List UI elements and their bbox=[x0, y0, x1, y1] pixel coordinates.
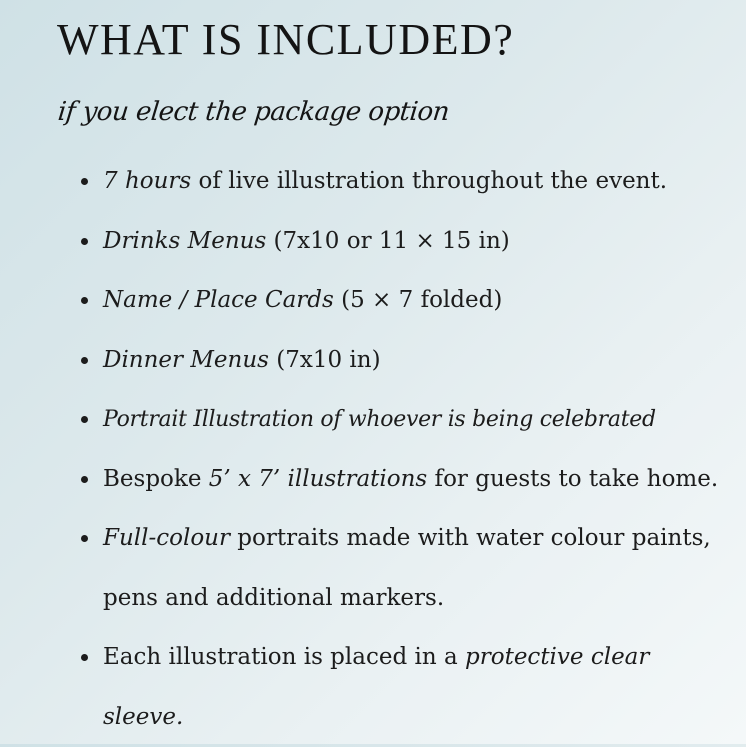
item-emphasis: Name / Place Cards bbox=[103, 287, 334, 313]
item-emphasis: 5’ x 7’ illustrations bbox=[208, 465, 428, 492]
list-item bbox=[103, 450, 723, 510]
bullet-icon bbox=[81, 238, 88, 245]
bullet-icon bbox=[81, 476, 88, 483]
item-text: of live illustration throughout the event. bbox=[191, 168, 668, 194]
bullet-icon bbox=[81, 178, 88, 185]
subtitle: if you elect the package option bbox=[56, 97, 451, 127]
item-emphasis: 7 hours bbox=[103, 168, 192, 194]
item-text: Bespoke bbox=[103, 465, 209, 492]
page-title: WHAT IS INCLUDED? bbox=[57, 15, 515, 64]
bullet-icon bbox=[81, 416, 88, 423]
list-item bbox=[103, 331, 723, 391]
list-item bbox=[103, 390, 723, 450]
list-item bbox=[103, 152, 723, 212]
list-item bbox=[103, 212, 723, 272]
bullet-icon bbox=[81, 357, 88, 364]
item-emphasis: Portrait Illustration of whoever is being celebrated bbox=[103, 407, 656, 432]
bullet-icon bbox=[81, 535, 88, 542]
bullet-icon bbox=[81, 654, 88, 661]
item-text: (7x10 in) bbox=[268, 346, 381, 373]
item-text: (7x10 or 11 × 15 in) bbox=[266, 227, 510, 254]
item-text: for guests to take home. bbox=[427, 465, 719, 492]
item-emphasis: Full-colour bbox=[103, 525, 230, 551]
item-emphasis: Drinks Menus bbox=[103, 227, 267, 254]
item-text: Each illustration is placed in a bbox=[103, 644, 466, 670]
item-emphasis: Dinner Menus bbox=[103, 346, 269, 373]
item-text: (5 × 7 folded) bbox=[333, 287, 503, 313]
list-item bbox=[103, 271, 723, 331]
item-text: portraits made with water colour paints, pens and additional markers. bbox=[103, 525, 711, 611]
list-item bbox=[103, 509, 723, 628]
included-items-list bbox=[103, 152, 723, 747]
item-emphasis: protective clear sleeve. bbox=[103, 644, 650, 730]
list-item bbox=[103, 628, 723, 747]
bullet-icon bbox=[81, 297, 88, 304]
